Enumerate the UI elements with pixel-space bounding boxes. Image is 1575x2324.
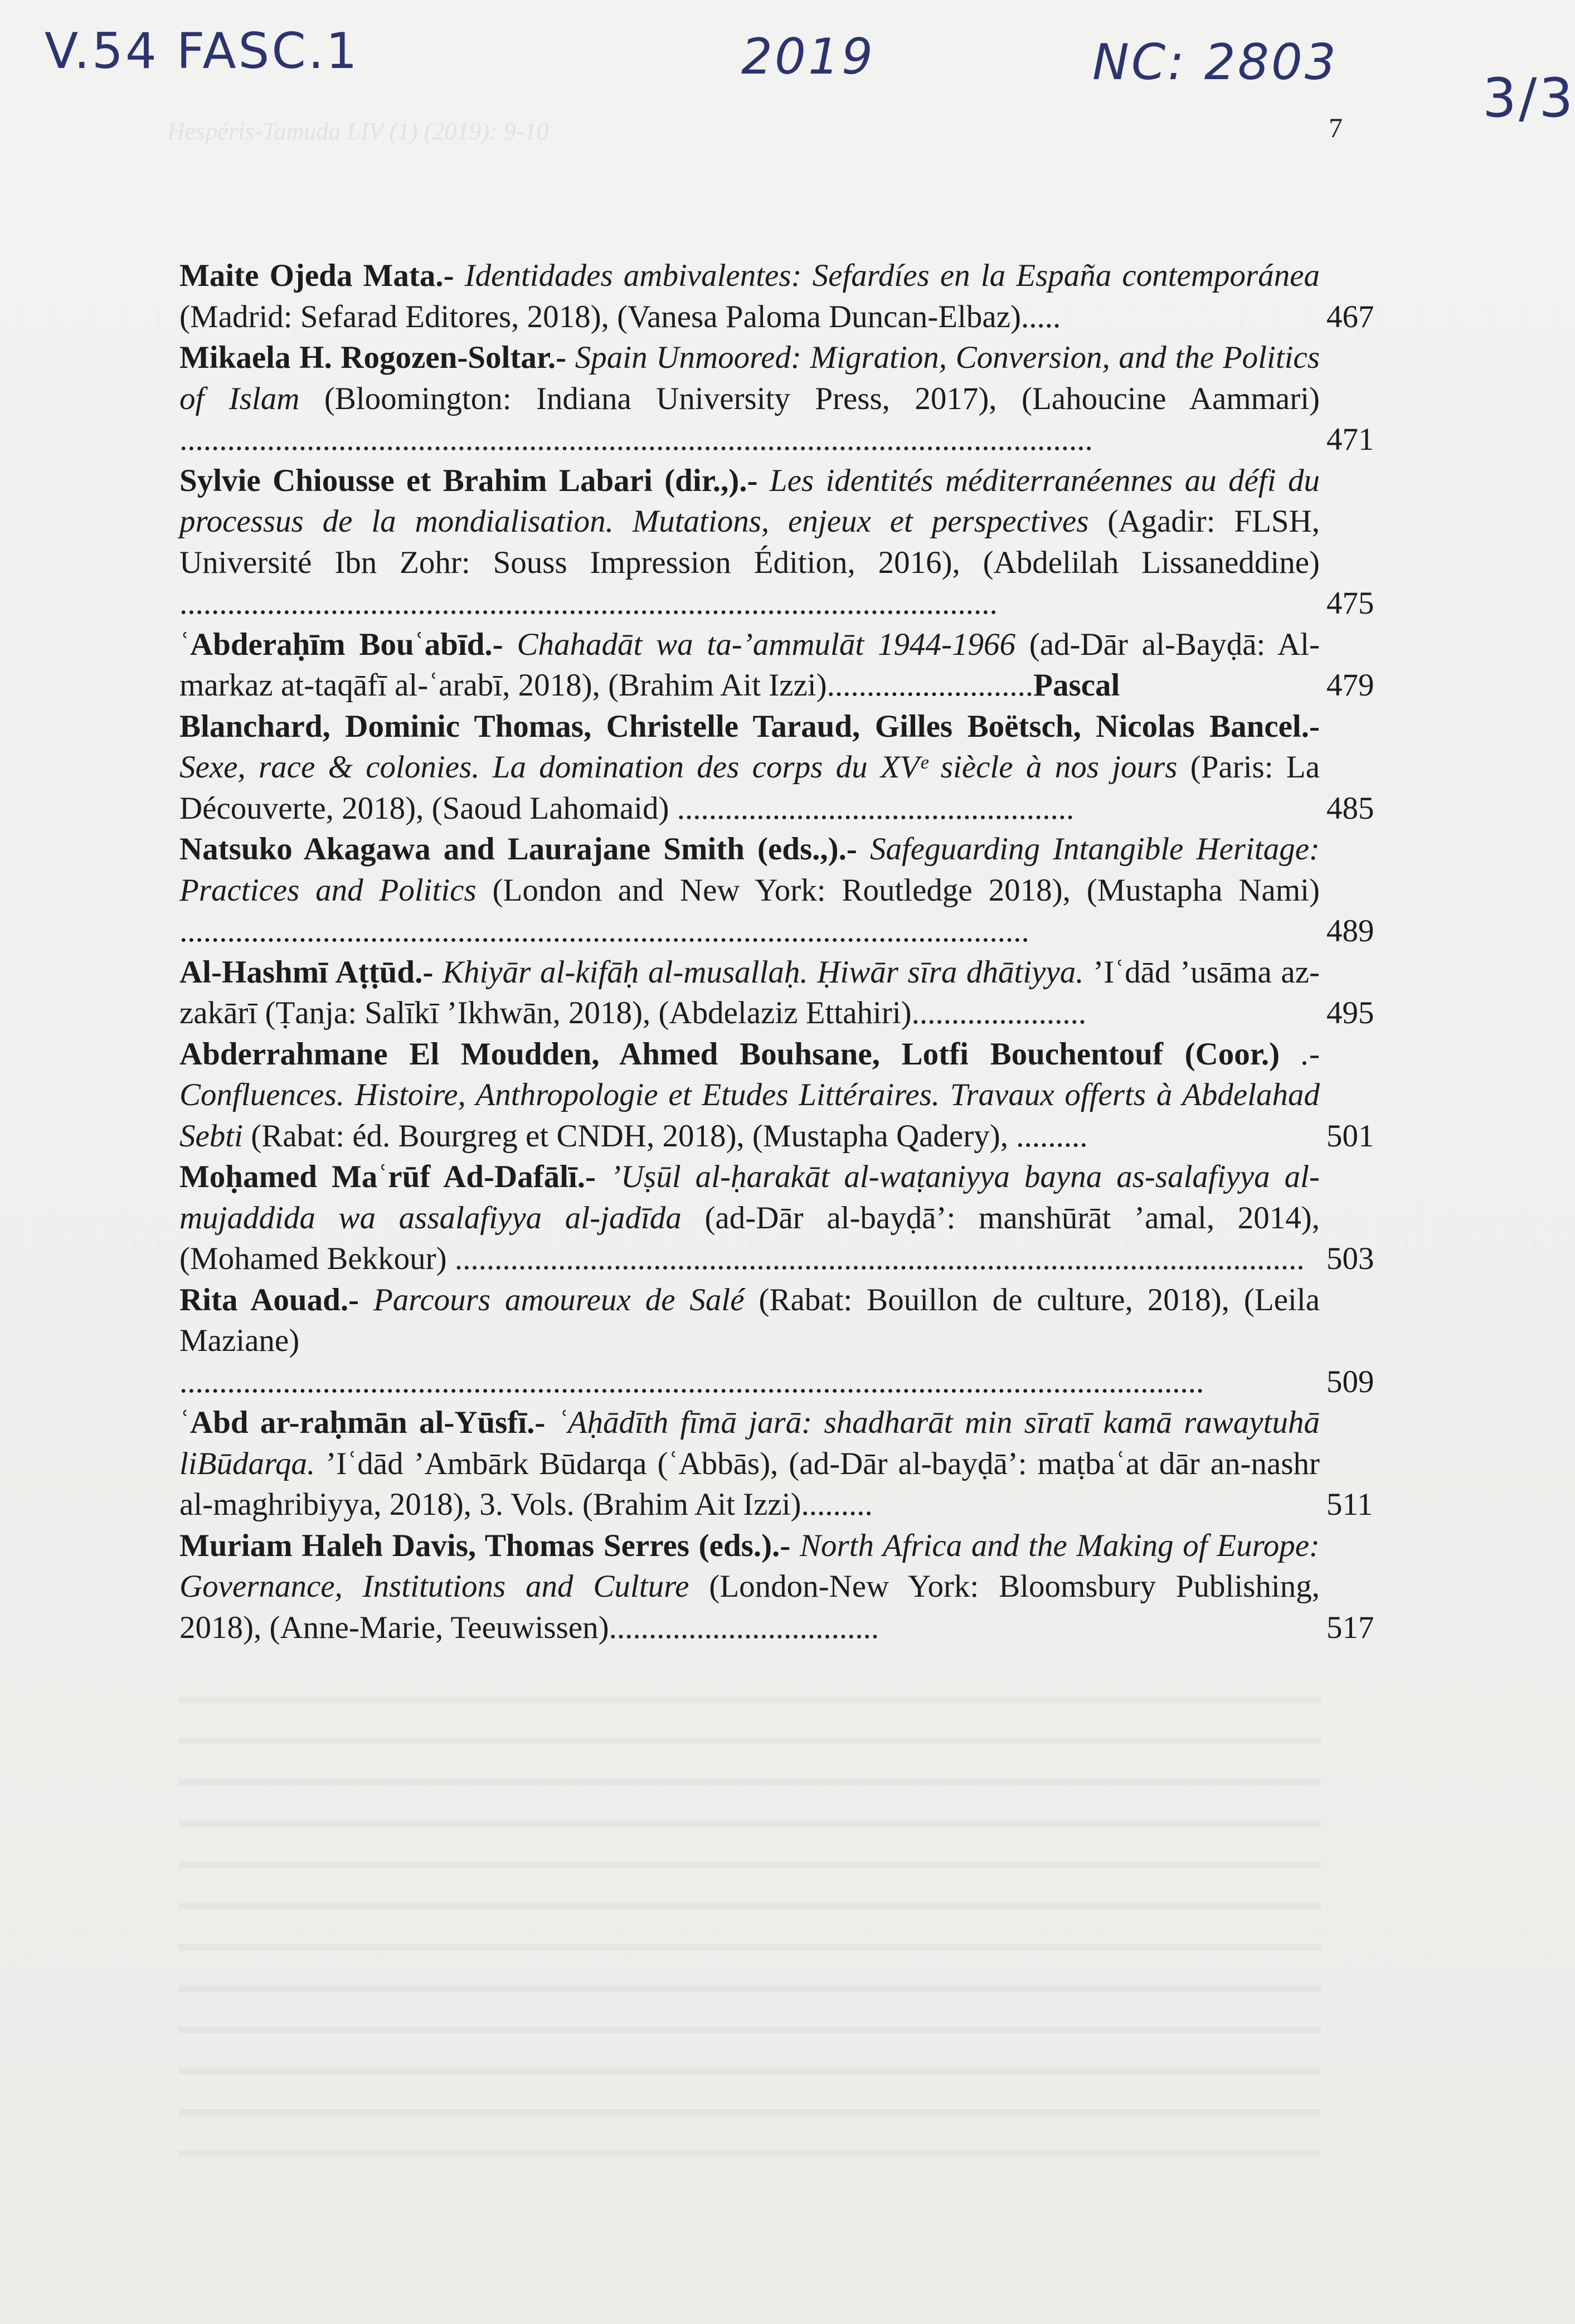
entry-trailing-author: Pascal [1033, 668, 1120, 703]
entry-title: Identidades ambivalentes: Sefardíes en la España contemporánea [464, 258, 1320, 293]
entry-publication: (Agadir: FLSH, Université Ibn Zohr: Souss Impression Édition, 2016), (Abdelilah Lissaneddine) [179, 504, 1320, 580]
handwritten-year-note: 2019 [741, 28, 875, 85]
entry-publication: (ad-Dār al-bayḍā’: manshūrāt ’amal, 2014), (Mohamed Bekkour) [179, 1200, 1320, 1276]
entry-publication: ’Iʿdād ’Ambārk Būdarqa (ʿAbbās), (ad-Dār al-bayḍā’: maṭbaʿat dār an-nashr al-maghribiyya, 2018), 3. Vols. (Brahim Ait Izzi) [179, 1446, 1320, 1522]
entry-title: Spain Unmoored: Migration, Conversion, and the Politics of Islam [179, 340, 1320, 416]
toc-entry [179, 624, 1374, 706]
entry-title: ʿAḥādīth fīmā jarā: shadharāt min sīratī kamā rawaytuhā liBūdarqa. [179, 1405, 1320, 1481]
entry-author: Rita Aouad.- [179, 1282, 359, 1317]
leader-dots: ...................... [911, 995, 1087, 1030]
toc-entry [179, 460, 1374, 624]
leader-dots: .................................. [609, 1610, 879, 1645]
entry-title: ’Uṣūl al-ḥarakāt al-waṭaniyya bayna as-salafiyya al-mujaddida wa assalafiyya al-jadīda [179, 1159, 1320, 1236]
toc-entry [179, 337, 1374, 460]
entry-author: Mikaela H. Rogozen-Soltar.- [179, 340, 567, 375]
entry-author: Maite Ojeda Mata.- [179, 258, 454, 293]
toc-entry [179, 1034, 1374, 1157]
entry-author: ʿAbd ar-raḥmān al-Yūsfī.- [179, 1405, 546, 1440]
entry-page-number: 503 [1326, 1241, 1374, 1276]
leader-dots: .......................... [827, 668, 1034, 703]
show-through-texture [178, 1672, 1321, 2174]
entry-author: Natsuko Akagawa and Laurajane Smith (eds.,).- [179, 832, 857, 867]
entry-title: Parcours amoureux de Salé [373, 1282, 745, 1317]
entry-page-number: 495 [1326, 995, 1374, 1030]
handwritten-number-note: NC: 2803 [1092, 33, 1338, 91]
entry-page-number: 501 [1326, 1118, 1374, 1154]
toc-entry [179, 1402, 1373, 1525]
entry-page-number: 509 [1326, 1364, 1374, 1399]
entry-page-number: 485 [1326, 790, 1374, 826]
entry-author: Al-Hashmī Aṭṭūd.- [179, 954, 434, 990]
leader-dots: ......... [1016, 1118, 1088, 1154]
entry-author: Moḥamed Maʿrūf Ad-Dafālī.- [179, 1159, 596, 1194]
leader-dots: ......... [801, 1487, 873, 1522]
toc-entry [179, 255, 1374, 337]
entry-publication: (Bloomington: Indiana University Press, 2017), (Lahoucine Aammari) [324, 381, 1320, 416]
leader-dots: ................................................................................................................................. [179, 1364, 1204, 1399]
entry-page-number: 475 [1326, 586, 1374, 621]
toc-entry [179, 1280, 1374, 1403]
entry-page-number: 489 [1326, 913, 1374, 949]
entry-page-number: 511 [1326, 1487, 1373, 1522]
entry-publication: (Madrid: Sefarad Editores, 2018), (Vanesa Paloma Duncan-Elbaz) [179, 299, 1021, 334]
entry-title: Sexe, race & colonies. La domination des corps du XVᵉ siècle à nos jours [179, 750, 1178, 785]
entry-title: Chahadāt wa ta-’ammulāt 1944-1966 [517, 626, 1015, 662]
leader-dots: ..... [1020, 299, 1061, 334]
ghost-header: Hespéris-Tamuda LIV (1) (2019): 9-10 [167, 118, 549, 145]
leader-dots: ........................................................................................................... [454, 1241, 1305, 1276]
toc-entry [179, 829, 1374, 952]
entry-publication: (London-New York: Bloomsbury Publishing, 2018), (Anne-Marie, Teeuwissen) [179, 1569, 1320, 1645]
toc-entry [179, 1156, 1374, 1280]
table-of-contents [179, 255, 1374, 1648]
toc-entry [179, 706, 1374, 829]
entry-author: Abderrahmane El Moudden, Ahmed Bouhsane, Lotfi Bouchentouf (Coor.) [179, 1036, 1280, 1072]
toc-entry [179, 1525, 1374, 1649]
entry-author: Muriam Haleh Davis, Thomas Serres (eds.).- [179, 1528, 791, 1563]
entry-author: Sylvie Chiousse et Brahim Labari (dir.,).- [179, 463, 758, 498]
entry-publication: (Paris: La Découverte, 2018), (Saoud Lahomaid) [179, 750, 1320, 826]
entry-publication: (ad-Dār al-Bayḍā: Al-markaz at-taqāfī al-ʿarabī, 2018), (Brahim Ait Izzi) [179, 626, 1320, 703]
entry-publication: (London and New York: Routledge 2018), (Mustapha Nami) [492, 872, 1320, 908]
entry-author: Blanchard, Dominic Thomas, Christelle Taraud, Gilles Boëtsch, Nicolas Bancel.- [179, 708, 1320, 744]
page-number: 7 [1329, 112, 1343, 143]
entry-title: Les identités méditerranéennes au défi du processus de la mondialisation. Mutations, enjeux et perspectives [179, 463, 1320, 539]
toc-entry [179, 952, 1374, 1034]
entry-title: Khiyār al-kifāḥ al-musallaḥ. Ḥiwār sīra dhātiyya. [443, 954, 1084, 990]
leader-dots: .................................................. [677, 790, 1075, 826]
entry-publication: (Rabat: Bouillon de culture, 2018), (Leila Maziane) [179, 1282, 1320, 1358]
entry-publication: ’Iʿdād ’usāma az-zakārī (Ṭanja: Salīkī ’Ikhwān, 2018), (Abdelaziz Ettahiri) [179, 954, 1320, 1030]
entry-publication: (Rabat: éd. Bourgreg et CNDH, 2018), (Mustapha Qadery), [251, 1118, 1008, 1154]
entry-author: ʿAbderaḥīm Bouʿabīd.- [179, 626, 503, 662]
leader-dots: ................................................................................................................... [179, 422, 1093, 457]
entry-page-number: 467 [1326, 299, 1374, 334]
entry-page-number: 517 [1326, 1610, 1374, 1645]
entry-page-number: 479 [1326, 668, 1374, 703]
entry-page-number: 471 [1326, 422, 1374, 457]
leader-dots: ....................................................................................................... [179, 586, 998, 621]
handwritten-fraction-note: 3/3 [1482, 67, 1575, 129]
handwritten-volume-note: V.54 FASC.1 [45, 22, 359, 80]
entry-title: Safeguarding Intangible Heritage: Practices and Politics [179, 832, 1320, 908]
leader-dots: ........................................................................................................... [179, 913, 1029, 949]
entry-title: North Africa and the Making of Europe: Governance, Institutions and Culture [179, 1528, 1320, 1604]
entry-title: .- Confluences. Histoire, Anthropologie et Etudes Littéraires. Travaux offerts à Abdelahad Sebti [179, 1036, 1320, 1154]
